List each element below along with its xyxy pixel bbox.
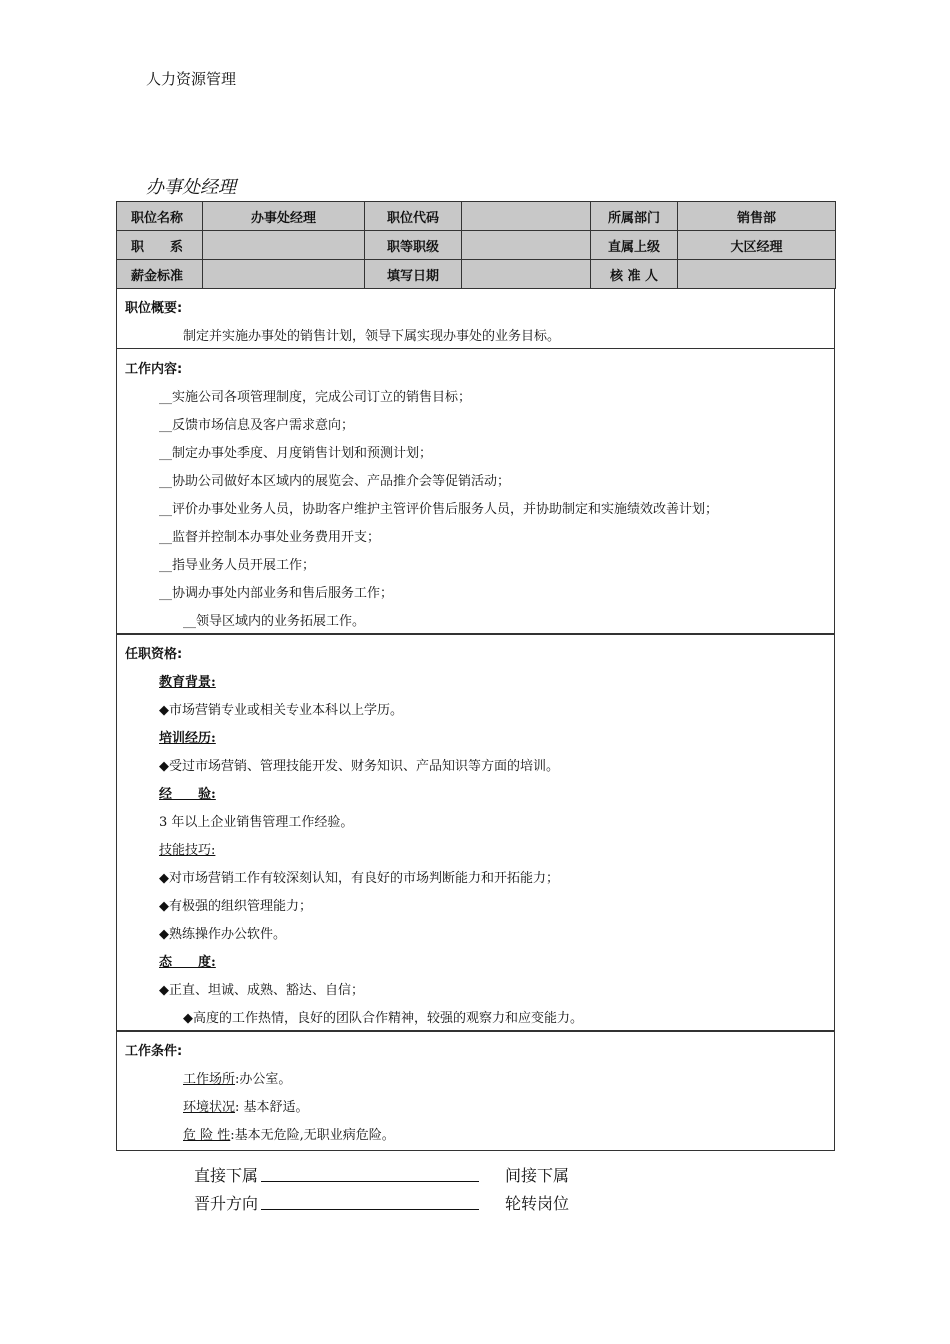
position-name-label: 职位名称: [117, 202, 203, 231]
education-text: ◆市场营销专业或相关专业本科以上学历。: [159, 703, 403, 718]
indirect-subordinate-label: 间接下属: [505, 1166, 570, 1185]
list-item: __指导业务人员开展工作；: [159, 558, 316, 573]
fill-date-label: 填写日期: [365, 260, 462, 289]
environment-label: 环境状况: [183, 1100, 236, 1115]
training-label: 培训经历:: [159, 731, 216, 746]
list-item: __监督并控制本办事处业务费用开支；: [159, 530, 381, 545]
promotion-blank: [261, 1209, 479, 1210]
experience-label: 经 验:: [159, 787, 216, 802]
summary-title: 职位概要:: [125, 301, 183, 316]
direct-subordinate-blank: [261, 1181, 479, 1182]
supervisor-label: 直属上级: [591, 231, 678, 260]
document-title: 办事处经理: [146, 177, 236, 198]
table-row: [117, 231, 836, 260]
attitude-label: 态 度:: [159, 955, 216, 970]
list-item: __实施公司各项管理制度，完成公司订立的销售目标；: [159, 390, 472, 405]
summary-text: 制定并实施办事处的销售计划，领导下属实现办事处的业务目标。: [183, 329, 561, 344]
work-place-line: [183, 1068, 291, 1087]
skills-label: 技能技巧:: [159, 843, 216, 858]
work-place-value: :办公室。: [235, 1072, 292, 1087]
department-value: 销售部: [678, 202, 836, 231]
risk-label: 危 险 性: [183, 1128, 231, 1143]
duties-title: 工作内容:: [125, 362, 183, 377]
skills-item: ◆对市场营销工作有较深刻认知，有良好的市场判断能力和开拓能力；: [159, 871, 559, 886]
position-code-label: 职位代码: [365, 202, 462, 231]
list-item: __协调办事处内部业务和售后服务工作；: [159, 586, 394, 601]
list-item: __制定办事处季度、月度销售计划和预测计划；: [159, 446, 433, 461]
approver-label: 核 准 人: [591, 260, 678, 289]
training-text: ◆受过市场营销、管理技能开发、财务知识、产品知识等方面的培训。: [159, 759, 559, 774]
job-family-value: [203, 231, 365, 260]
grade-value: [462, 231, 591, 260]
list-item: __评价办事处业务人员，协助客户维护主管评价售后服务人员，并协助制定和实施绩效改善计划；: [159, 502, 719, 517]
environment-value: : 基本舒适。: [235, 1100, 309, 1115]
table-row: [117, 260, 836, 289]
risk-value: :基本无危险,无职业病危险。: [230, 1128, 395, 1143]
table-row: [117, 202, 836, 231]
header-text: 人力资源管理: [146, 70, 237, 88]
skills-item: ◆有极强的组织管理能力；: [159, 899, 312, 914]
duties-section: [116, 348, 835, 635]
fill-date-value: [462, 260, 591, 289]
department-label: 所属部门: [591, 202, 678, 231]
attitude-item: ◆高度的工作热情，良好的团队合作精神，较强的观察力和应变能力。: [183, 1011, 583, 1026]
salary-value: [203, 260, 365, 289]
experience-text: 3 年以上企业销售管理工作经验。: [159, 815, 354, 830]
grade-label: 职等职级: [365, 231, 462, 260]
conditions-title: 工作条件:: [125, 1044, 183, 1059]
promotion-label: 晋升方向: [194, 1194, 259, 1213]
conditions-section: [116, 1030, 835, 1151]
summary-section: [116, 288, 835, 349]
qualifications-section: [116, 633, 835, 1032]
list-item: __协助公司做好本区域内的展览会、产品推介会等促销活动；: [159, 474, 511, 489]
direct-subordinate-label: 直接下属: [194, 1166, 259, 1185]
supervisor-value: 大区经理: [678, 231, 836, 260]
work-place-label: 工作场所: [183, 1072, 236, 1087]
position-code-value: [462, 202, 591, 231]
rotation-label: 轮转岗位: [505, 1194, 570, 1213]
skills-item: ◆熟练操作办公软件。: [159, 927, 286, 942]
job-family-label: 职 系: [117, 231, 203, 260]
education-label: 教育背景:: [159, 675, 216, 690]
list-item: __领导区域内的业务拓展工作。: [183, 614, 366, 629]
salary-label: 薪金标准: [117, 260, 203, 289]
position-info-table: [116, 201, 836, 289]
approver-value: [678, 260, 836, 289]
list-item: __反馈市场信息及客户需求意向；: [159, 418, 355, 433]
environment-line: [183, 1096, 309, 1115]
risk-line: [183, 1124, 395, 1143]
position-name-value: 办事处经理: [203, 202, 365, 231]
qualifications-title: 任职资格:: [125, 647, 183, 662]
attitude-item: ◆正直、坦诚、成熟、豁达、自信；: [159, 983, 364, 998]
